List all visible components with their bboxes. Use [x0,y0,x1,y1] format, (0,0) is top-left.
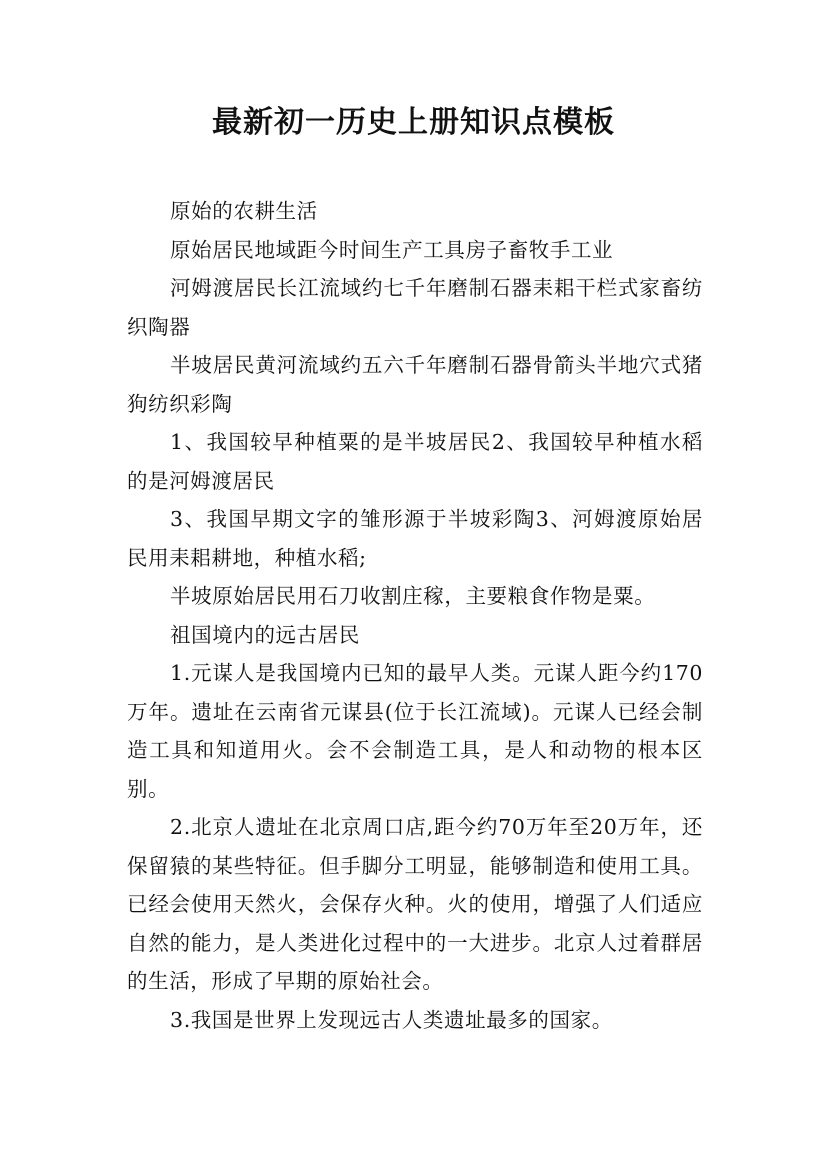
section-heading-farming: 原始的农耕生活 [170,199,318,223]
paragraph: 1、我国较早种植粟的是半坡居民2、我国较早种植水稻的是河姆渡居民 [127,430,703,493]
document-body [127,192,703,1039]
paragraph: 2.北京人遗址在北京周口店,距今约70万年至20万年，还保留猿的某些特征。但手脚分工明显，能够制造和使用工具。已经会使用天然火，会保存火种。火的使用，增强了人们适应自然的能力，是人类进化过程中的一大进步。北京人过着群居的生活，形成了早期的原始社会。 [127,815,703,993]
paragraph: 原始居民地域距今时间生产工具房子畜牧手工业 [170,237,614,262]
paragraph: 半坡居民黄河流域约五六千年磨制石器骨箭头半地穴式猪狗纺织彩陶 [127,353,703,416]
document-title: 最新初一历史上册知识点模板 [212,105,615,140]
section-heading-ancient-residents: 祖国境内的远古居民 [170,622,360,647]
paragraph: 3、我国早期文字的雏形源于半坡彩陶3、河姆渡原始居民用耒耜耕地，种植水稻; [127,507,703,570]
paragraph: 1.元谋人是我国境内已知的最早人类。元谋人距今约170万年。遗址在云南省元谋县(位于长江流域)。元谋人已经会制造工具和知道用火。会不会制造工具，是人和动物的根本区别。 [127,661,703,801]
paragraph: 3.我国是世界上发现远古人类遗址最多的国家。 [170,1007,613,1032]
paragraph: 河姆渡居民长江流域约七千年磨制石器耒耜干栏式家畜纺织陶器 [127,276,703,339]
paragraph: 半坡原始居民用石刀收割庄稼，主要粮食作物是粟。 [170,584,656,608]
